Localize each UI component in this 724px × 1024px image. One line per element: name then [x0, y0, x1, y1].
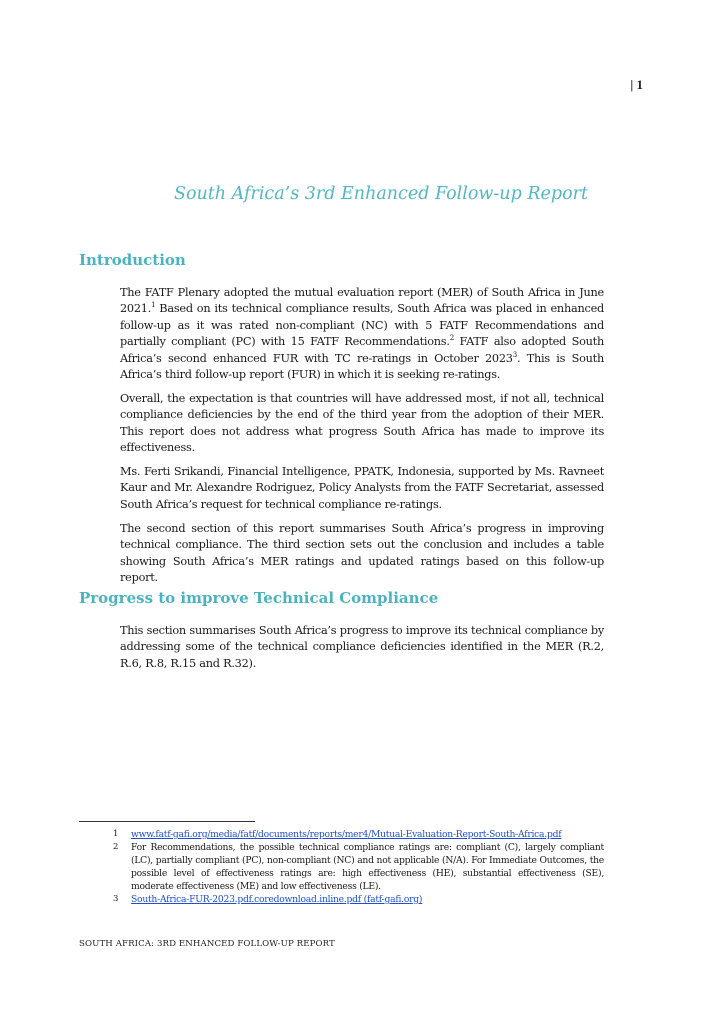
page-footer: SOUTH AFRICA: 3RD ENHANCED FOLLOW-UP REPORT	[79, 939, 335, 949]
footnote-number: 1	[113, 829, 119, 839]
footnote-link-mer[interactable]: www.fatf-gafi.org/media/fatf/documents/reports/mer4/Mutual-Evaluation-Report-South-Africa.pdf	[131, 829, 562, 840]
intro-paragraph-4: The second section of this report summarises South Africa’s progress in improving technical compliance. The third section sets out the conclusion and includes a table showing South Africa’s MER ratings and updated ratings based on this follow-up report.	[120, 521, 604, 584]
section-heading-progress: Progress to improve Technical Compliance	[79, 589, 439, 607]
section-heading-introduction: Introduction	[79, 251, 186, 269]
intro-p1-text-a: The FATF Plenary adopted the mutual evaluation report (MER) of South Africa in June 2021.	[120, 286, 604, 316]
report-title: South Africa’s 3rd Enhanced Follow-up Report	[173, 184, 589, 204]
footnote-number: 3	[113, 894, 119, 904]
footnote-ref-3[interactable]: 3	[512, 350, 517, 359]
intro-p1-text-d: . This is South Africa’s third follow-up report (FUR) in which it is seeking re-ratings.	[120, 351, 604, 382]
footnote-separator	[79, 821, 255, 822]
introduction-body	[120, 285, 604, 594]
footnote-ref-1[interactable]: 1	[151, 301, 156, 310]
footnote-2	[79, 841, 604, 893]
progress-paragraph-1: This section summarises South Africa’s progress to improve its technical compliance by addressing some of the technical compliance deficiencies identified in the MER (R.2, R.6, R.8, R.15 and R.32).	[120, 624, 604, 670]
intro-paragraph-2: Overall, the expectation is that countries will have addressed most, if not all, technical compliance deficiencies by the end of the third year from the adoption of their MER. This report does not address what progress South Africa has made to improve its effectiveness.	[120, 391, 604, 455]
footnote-text: For Recommendations, the possible technical compliance ratings are: compliant (C), largely compliant (LC), partially compliant (PC), non-compliant (NC) and not applicable (N/A). For Immediate Outcomes, the possible level of effectiveness ratings are: high effectiveness (HE), substantial effectiveness (SE), moderate effectiveness (ME) and low effectiveness (LE).	[131, 842, 604, 892]
footnote-1	[79, 828, 604, 841]
footnotes	[79, 828, 604, 906]
intro-paragraph-1	[120, 285, 604, 383]
progress-body	[120, 623, 604, 680]
page-number: | 1	[630, 77, 643, 92]
footnote-3	[79, 893, 604, 906]
footnote-ref-2[interactable]: 2	[449, 334, 454, 343]
intro-paragraph-3: Ms. Ferti Srikandi, Financial Intelligence, PPATK, Indonesia, supported by Ms. Ravneet Kaur and Mr. Alexandre Rodriguez, Policy Analysts from the FATF Secretariat, assessed South Africa’s request for technical compliance re-ratings.	[120, 465, 604, 511]
footnote-number: 2	[113, 842, 119, 852]
intro-p1-text-b: Based on its technical compliance results, South Africa was placed in enhanced follow-up as it was rated non-compliant (NC) with 5 FATF Recommendations and partially compliant (PC) with 15 FATF Recommendations.	[120, 302, 604, 349]
intro-p1-text-c: FATF also adopted South Africa’s second enhanced FUR with TC re-ratings in October 2023	[120, 335, 604, 365]
footnote-link-fur-2023[interactable]: South-Africa-FUR-2023.pdf.coredownload.inline.pdf (fatf-gafi.org)	[131, 894, 423, 905]
